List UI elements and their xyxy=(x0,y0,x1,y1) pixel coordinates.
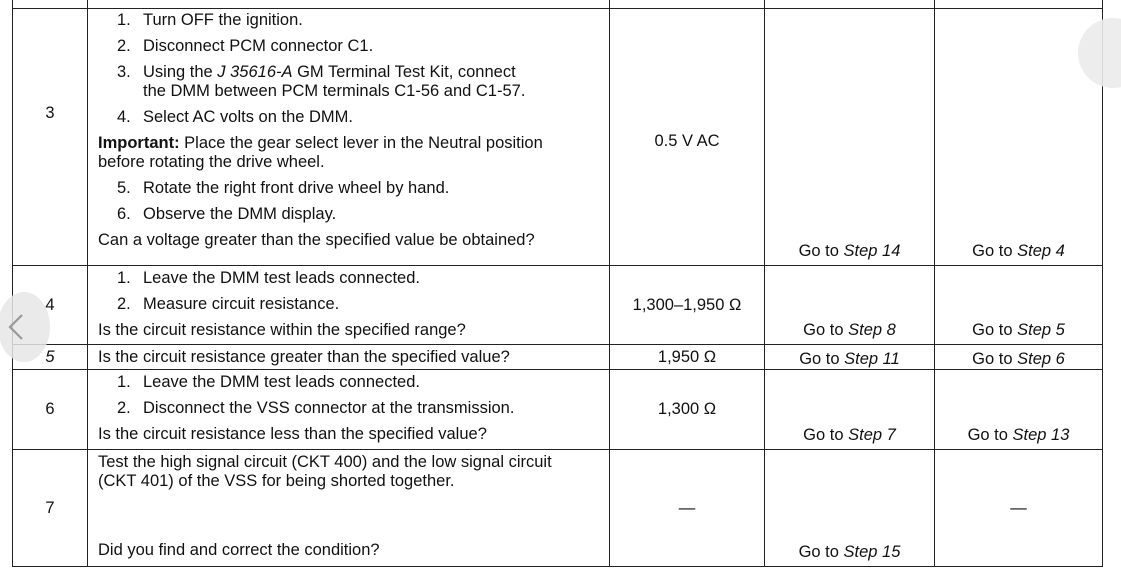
question: Is the circuit resistance less than the specified value? xyxy=(98,425,487,443)
step-number: 4 xyxy=(13,266,88,345)
no-result: Go to Step 13 xyxy=(935,370,1103,450)
yes-result: Go to Step 14 xyxy=(765,9,935,266)
list-item: 4. Select AC volts on the DMM. xyxy=(117,108,353,126)
action-list xyxy=(98,11,603,127)
specified-value: 0.5 V AC xyxy=(610,9,765,266)
chevron-left-icon xyxy=(4,312,28,342)
diagnostic-table xyxy=(12,0,1103,567)
important-note: Important: Place the gear select lever in the Neutral position before rotating the drive wheel. xyxy=(98,134,543,171)
specified-value: 1,300 Ω xyxy=(610,370,765,450)
step-number: 6 xyxy=(13,370,88,450)
no-result: Go to Step 5 xyxy=(935,266,1103,345)
list-item: 2. Disconnect PCM connector C1. xyxy=(117,37,374,55)
table-row xyxy=(13,450,1103,567)
question: Is the circuit resistance greater than the specified value? xyxy=(88,345,610,370)
action-cell xyxy=(88,370,610,450)
list-item: 1. Leave the DMM test leads connected. xyxy=(117,269,420,287)
yes-result: Go to Step 15 xyxy=(765,450,935,567)
list-item: 3. Using the J 35616-A GM Terminal Test Kit, connect the DMM between PCM terminals C1-56 and C1-57. xyxy=(117,63,526,100)
table-row xyxy=(13,370,1103,450)
step-number: 3 xyxy=(13,9,88,266)
list-item: 5. Rotate the right front drive wheel by hand. xyxy=(117,179,450,197)
no-result: Go to Step 6 xyxy=(935,345,1103,370)
list-item: 2. Measure circuit resistance. xyxy=(117,295,340,313)
table-row xyxy=(13,266,1103,345)
table-row xyxy=(13,345,1103,370)
list-item: 1. Turn OFF the ignition. xyxy=(117,11,303,29)
action-list xyxy=(98,373,603,418)
action-cell xyxy=(88,450,610,567)
step-number: 7 xyxy=(13,450,88,567)
action-cell xyxy=(88,266,610,345)
table-row xyxy=(13,9,1103,266)
yes-result: Go to Step 11 xyxy=(765,345,935,370)
list-item: 1. Leave the DMM test leads connected. xyxy=(117,373,420,391)
previous-page-button[interactable] xyxy=(0,292,50,362)
action-text: Test the high signal circuit (CKT 400) and the low signal circuit (CKT 401) of the VSS for being shorted together. xyxy=(98,453,552,490)
no-result: Go to Step 4 xyxy=(935,9,1103,266)
specified-value: 1,950 Ω xyxy=(610,345,765,370)
specified-value: 1,300–1,950 Ω xyxy=(610,266,765,345)
question: Can a voltage greater than the specified value be obtained? xyxy=(98,231,535,249)
question: Is the circuit resistance within the specified range? xyxy=(98,321,466,339)
list-item: 2. Disconnect the VSS connector at the transmission. xyxy=(117,399,515,417)
question: Did you find and correct the condition? xyxy=(98,541,380,559)
specified-value: — xyxy=(610,450,765,567)
step-number: 5 xyxy=(13,345,88,370)
action-list xyxy=(98,179,603,224)
action-list xyxy=(98,269,603,314)
yes-result: Go to Step 7 xyxy=(765,370,935,450)
no-result: — xyxy=(935,450,1103,567)
table-row xyxy=(13,0,1103,9)
action-cell xyxy=(88,9,610,266)
yes-result: Go to Step 8 xyxy=(765,266,935,345)
tool-name: J 35616-A xyxy=(217,63,293,81)
list-item: 6. Observe the DMM display. xyxy=(117,205,337,223)
